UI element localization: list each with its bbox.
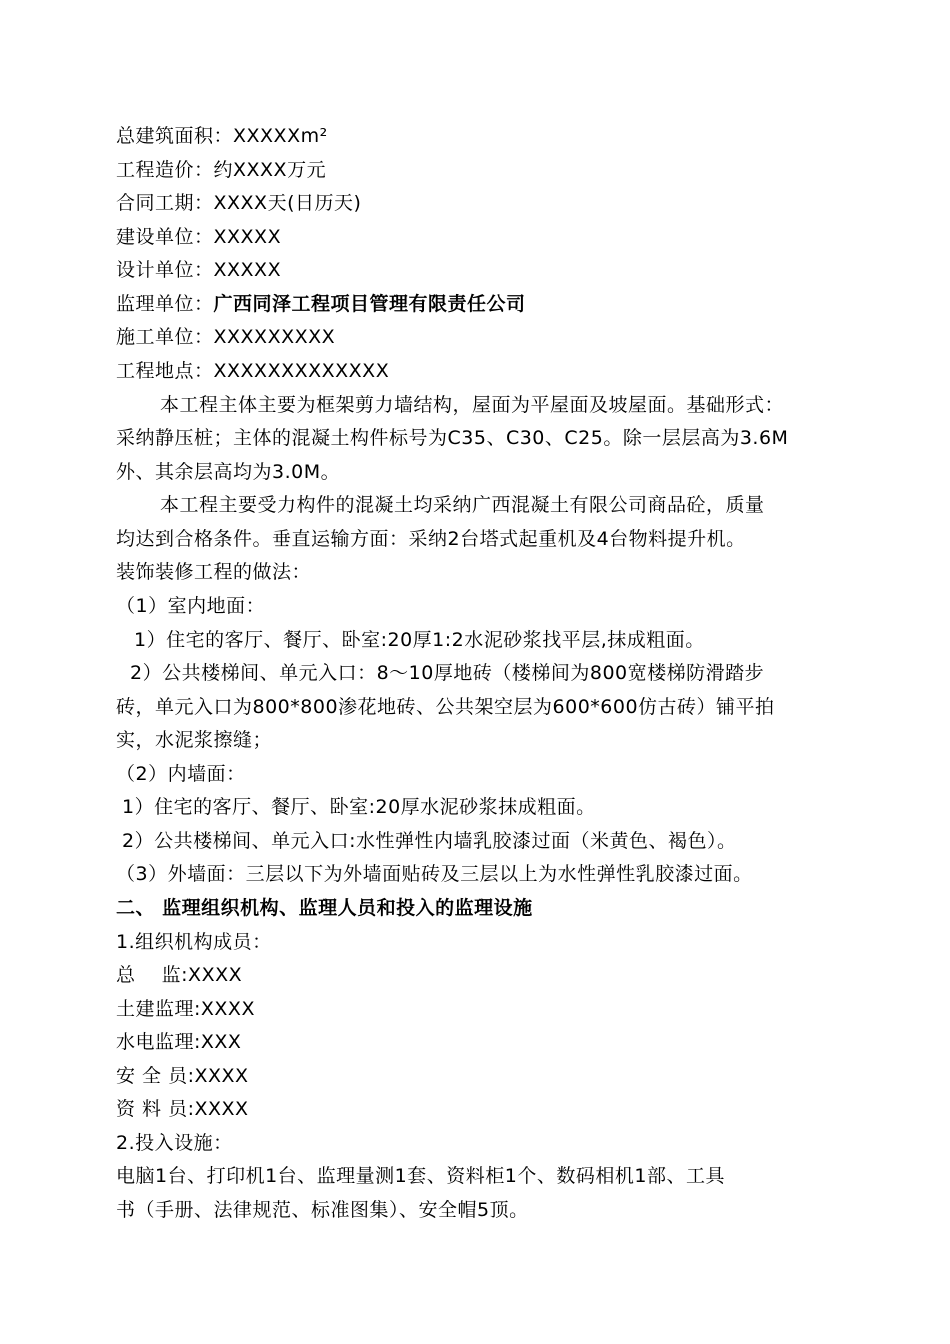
org-members-title: 1.组织机构成员： <box>116 931 272 953</box>
paragraph-structure-line: 采纳静压桩；主体的混凝土构件标号为C35、C30、C25。除一层层高为3.6M <box>116 427 789 449</box>
member-documents: 资 料 员:XXXX <box>116 1098 249 1120</box>
interior-floor-item-2: 实，水泥浆擦缝； <box>116 729 273 751</box>
equipment-list-line: 书（手册、法律规范、标准图集）、安全帽5顶。 <box>116 1199 529 1221</box>
paragraph-structure-line: 外、其余层高均为3.0M。 <box>116 461 341 483</box>
paragraph-concrete-line: 本工程主要受力构件的混凝土均采纳广西混凝土有限公司商品砼，质量 <box>160 494 765 516</box>
interior-floor-item-1: 1）住宅的客厅、餐厅、卧室:20厚1:2水泥砂浆找平层,抹成粗面。 <box>134 629 705 651</box>
interior-wall-item-1: 1）住宅的客厅、餐厅、卧室:20厚水泥砂浆抹成粗面。 <box>122 796 596 818</box>
interior-wall-item-2: 2）公共楼梯间、单元入口:水性弹性内墙乳胶漆过面（米黄色、褐色）。 <box>122 830 737 852</box>
paragraph-structure-line: 本工程主体主要为框架剪力墙结构，屋面为平屋面及坡屋面。基础形式： <box>160 394 785 416</box>
member-mep: 水电监理:XXX <box>116 1031 242 1053</box>
design-unit: 设计单位：XXXXX <box>116 259 282 281</box>
construction-unit: 施工单位：XXXXXXXXX <box>116 326 336 348</box>
interior-floor-title: （1）室内地面： <box>116 595 266 617</box>
member-chief: 总 监:XXXX <box>116 964 243 986</box>
supervision-unit-name: 广西同泽工程项目管理有限责任公司 <box>213 293 526 315</box>
contract-period: 合同工期：XXXX天(日历天) <box>116 192 362 214</box>
exterior-wall-item: （3）外墙面：三层以下为外墙面贴砖及三层以上为水性弹性乳胶漆过面。 <box>116 863 753 885</box>
total-area: 总建筑面积：XXXXXm² <box>116 125 328 147</box>
project-location: 工程地点：XXXXXXXXXXXXX <box>116 360 390 382</box>
interior-wall-title: （2）内墙面： <box>116 763 246 785</box>
member-safety: 安 全 员:XXXX <box>116 1065 249 1087</box>
interior-floor-item-2: 砖，单元入口为800*800渗花地砖、公共架空层为600*600仿古砖）铺平拍 <box>116 696 775 718</box>
paragraph-concrete-line: 装饰装修工程的做法： <box>116 561 312 583</box>
supervision-unit-label: 监理单位： <box>116 293 214 315</box>
interior-floor-item-2: 2）公共楼梯间、单元入口：8～10厚地砖（楼梯间为800宽楼梯防滑踏步 <box>130 662 765 684</box>
supervision-unit <box>116 291 526 317</box>
member-civil: 土建监理:XXXX <box>116 998 255 1020</box>
equipment-title: 2.投入设施： <box>116 1132 233 1154</box>
equipment-list-line: 电脑1台、打印机1台、监理量测1套、资料柜1个、数码相机1部、工具 <box>116 1165 725 1187</box>
paragraph-concrete-line: 均达到合格条件。垂直运输方面：采纳2台塔式起重机及4台物料提升机。 <box>116 528 746 550</box>
project-cost: 工程造价：约XXXX万元 <box>116 159 327 181</box>
owner-unit: 建设单位：XXXXX <box>116 226 282 248</box>
section-2-heading: 二、 监理组织机构、监理人员和投入的监理设施 <box>116 897 533 919</box>
